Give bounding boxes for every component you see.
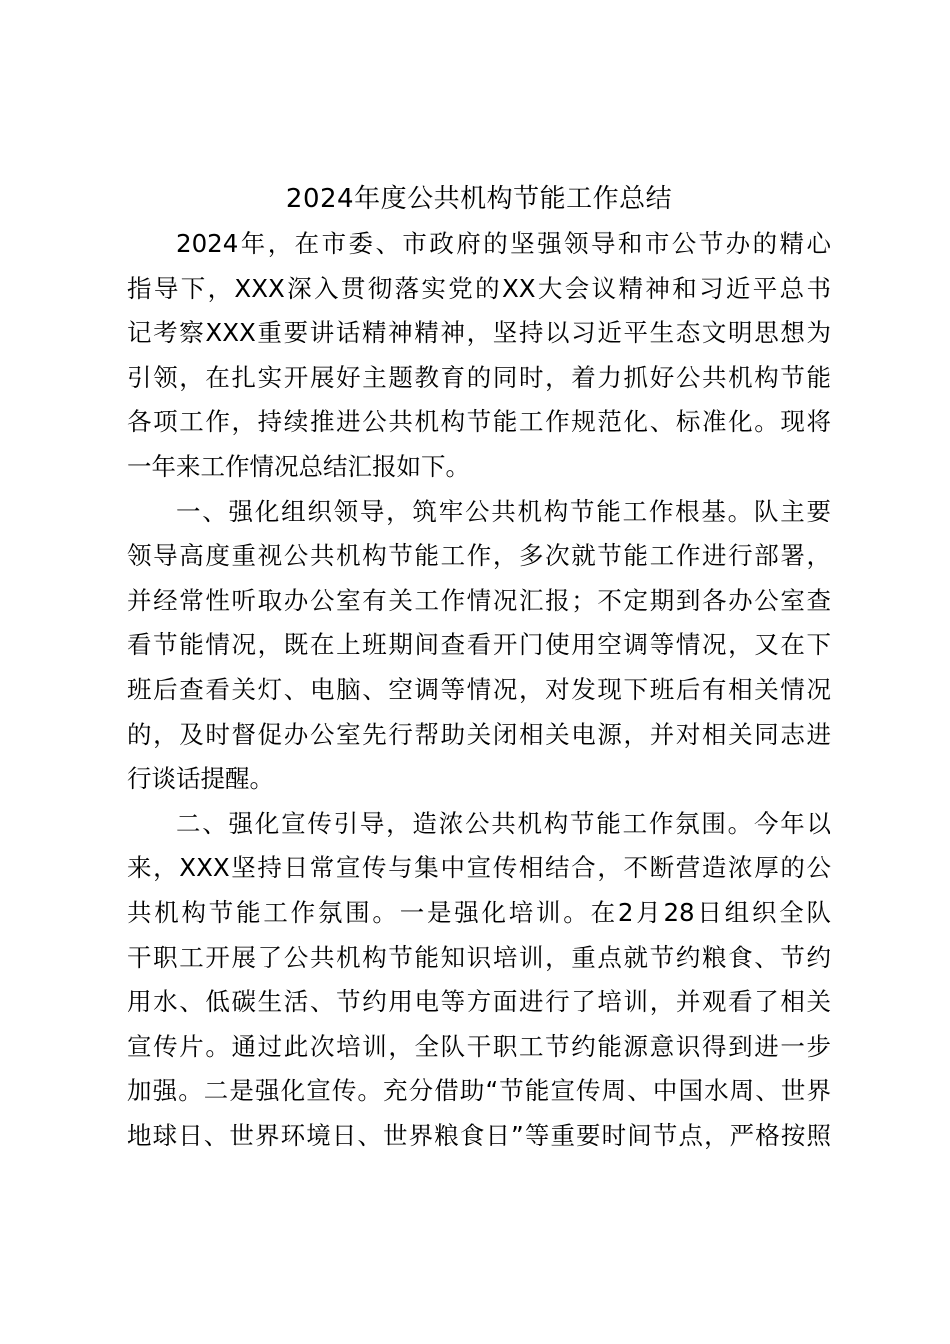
text-line: 记考察XXX重要讲话精神精神，坚持以习近平生态文明思想为 (127, 318, 831, 348)
text-line: 共机构节能工作氛围。一是强化培训。在2月28日组织全队 (127, 897, 831, 927)
text-line: 一年来工作情况总结汇报如下。 (127, 451, 470, 481)
text-line: 班后查看关灯、电脑、空调等情况，对发现下班后有相关情况 (127, 674, 831, 704)
text-line: 行谈话提醒。 (127, 764, 274, 794)
text-line: 并经常性听取办公室有关工作情况汇报；不定期到各办公室查 (127, 585, 831, 615)
section-one-paragraph (127, 490, 831, 802)
text-line: 的，及时督促办公室先行帮助关闭相关电源，并对相关同志进 (127, 719, 831, 749)
document-title: 2024年度公共机构节能工作总结 (285, 184, 673, 214)
text-line: 一、强化组织领导，筑牢公共机构节能工作根基。队主要 (176, 496, 831, 526)
text-line: 二、强化宣传引导，造浓公共机构节能工作氛围。今年以 (176, 808, 831, 838)
intro-paragraph (127, 222, 831, 490)
text-line: 领导高度重视公共机构节能工作，多次就节能工作进行部署， (127, 541, 831, 571)
text-line: 宣传片。通过此次培训，全队干职工节约能源意识得到进一步 (127, 1031, 831, 1061)
text-line: 用水、低碳生活、节约用电等方面进行了培训，并观看了相关 (127, 987, 831, 1017)
document-body (127, 176, 831, 1158)
text-line: 引领，在扎实开展好主题教育的同时，着力抓好公共机构节能 (127, 362, 831, 392)
text-line: 指导下，XXX深入贯彻落实党的XX大会议精神和习近平总书 (127, 273, 831, 303)
text-line: 干职工开展了公共机构节能知识培训，重点就节约粮食、节约 (127, 942, 831, 972)
text-line: 地球日、世界环境日、世界粮食日”等重要时间节点，严格按照 (127, 1120, 831, 1150)
text-line: 2024年，在市委、市政府的坚强领导和市公节办的精心 (176, 229, 831, 258)
text-line: 看节能情况，既在上班期间查看开门使用空调等情况，又在下 (127, 630, 831, 660)
text-line: 加强。二是强化宣传。充分借助“节能宣传周、中国水周、世界 (127, 1076, 831, 1106)
text-line: 来，XXX坚持日常宣传与集中宣传相结合，不断营造浓厚的公 (127, 853, 831, 883)
section-two-paragraph (127, 802, 831, 1159)
text-line: 各项工作，持续推进公共机构节能工作规范化、标准化。现将 (127, 407, 831, 437)
